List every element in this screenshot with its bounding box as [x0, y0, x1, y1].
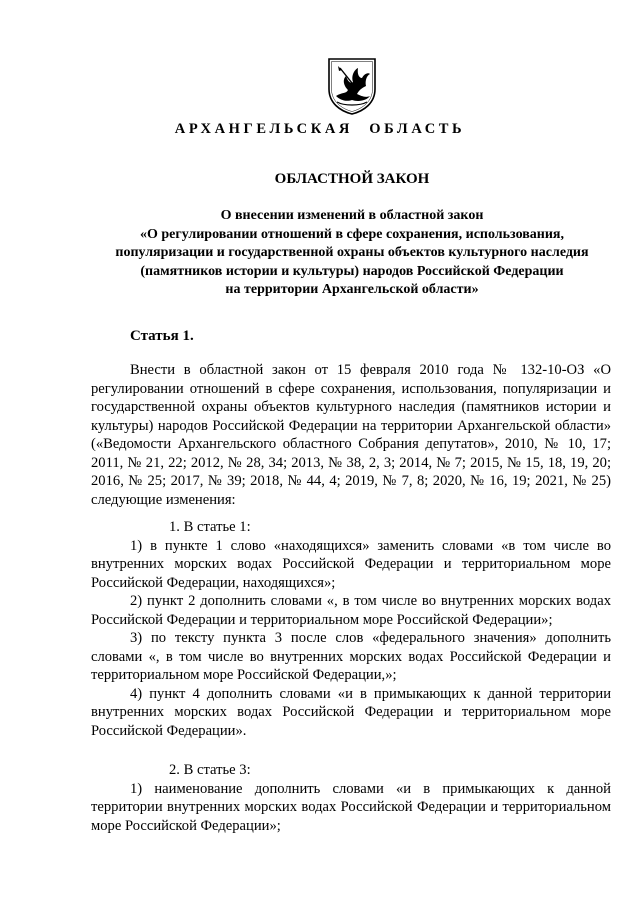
- section-1-item: 1) в пункте 1 слово «находящихся» заменить словами «в том числе во внутренних морских водах Российской Федерации и территориальном море Российской Федерации, находящихся»;: [91, 537, 611, 591]
- law-type: ОБЛАСТНОЙ ЗАКОН: [274, 171, 430, 187]
- section-2-heading: 2. В статье 3:: [169, 762, 251, 778]
- region-name: АРХАНГЕЛЬСКАЯ ОБЛАСТЬ: [174, 121, 466, 137]
- law-title-line: популяризации и государственной охраны объектов культурного наследия: [115, 245, 589, 260]
- law-title-line: О внесении изменений в областной закон: [220, 208, 484, 223]
- section-1-item: 3) по тексту пункта 3 после слов «федерального значения» дополнить словами «, в том числе во внутренних морских водах Российской Федерации и территориальном море Российской Федерации,»;: [91, 630, 611, 683]
- section-1-item: 2) пункт 2 дополнить словами «, в том числе во внутренних морских водах Российской Федерации и территориальном море Российской Федерации»;: [91, 593, 611, 628]
- section-1-heading: 1. В статье 1:: [169, 519, 251, 535]
- section-2-item: 1) наименование дополнить словами «и в примыкающих к данной территории внутренних морских водах Российской Федерации и территориальном море Российской Федерации»;: [91, 780, 611, 834]
- coat-of-arms-icon: [326, 56, 378, 116]
- intro-paragraph: Внести в областной закон от 15 февраля 2010 года № 132-10-ОЗ «О регулировании отношений в сфере сохранения, использования, популяризации и государственной охраны объектов культурного наследия (памятников истории и культуры) народов Российской Федерации на территории Архангельской области» («Ведомости Архангельского областного Собрания депутатов», 2010, № 10, 17; 2011, № 21, 22; 2012, № 28, 34; 2013, № 38, 2, 3; 2014, № 7; 2015, № 15, 18, 19, 20; 2016, № 25; 2017, № 39; 2018, № 44, 4; 2019, № 7, 8; 2020, № 16, 19; 2021, № 25) следующие изменения:: [91, 362, 611, 508]
- law-title-line: (памятников истории и культуры) народов Российской Федерации: [140, 263, 564, 279]
- section-1: [91, 518, 611, 740]
- section-1-item: 4) пункт 4 дополнить словами «и в примыкающих к данной территории внутренних морских водах Российской Федерации и территориальном море Российской Федерации».: [91, 685, 611, 739]
- article-intro: [91, 361, 611, 509]
- law-title-line: на территории Архангельской области»: [225, 282, 479, 297]
- law-title-line: «О регулировании отношений в сфере сохранения, использования,: [139, 226, 565, 242]
- law-title: [0, 207, 640, 300]
- article-heading: Статья 1.: [130, 328, 194, 344]
- section-2: [91, 761, 611, 835]
